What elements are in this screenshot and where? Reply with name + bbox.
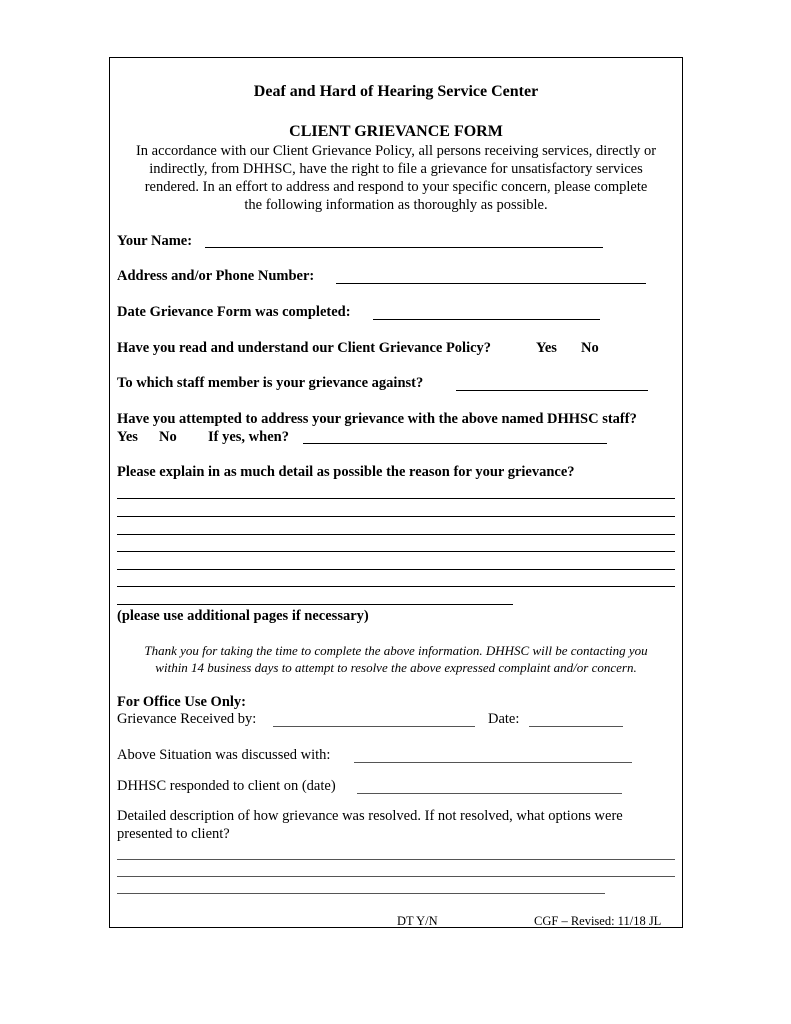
explain-line[interactable]: [117, 516, 675, 517]
intro-line: the following information as thoroughly as possible.: [244, 197, 548, 213]
if-yes-when-label: If yes, when?: [208, 429, 289, 445]
discussed-with-field[interactable]: [354, 762, 632, 763]
thank-you-line: Thank you for taking the time to complete the above information. DHHSC will be contacting you: [144, 643, 648, 658]
intro-line: rendered. In an effort to address and respond to your specific concern, please complete: [144, 179, 648, 195]
date-completed-field[interactable]: [373, 319, 600, 320]
responded-date-field[interactable]: [357, 793, 622, 794]
explain-line[interactable]: [117, 498, 675, 499]
revision-label: CGF – Revised: 11/18 JL: [534, 914, 662, 928]
explain-line[interactable]: [117, 551, 675, 552]
responded-label: DHHSC responded to client on (date): [117, 778, 336, 794]
office-use-heading: For Office Use Only:: [117, 694, 246, 710]
received-by-label: Grievance Received by:: [117, 711, 257, 727]
attempt-question: Have you attempted to address your grievance with the above named DHHSC staff?: [117, 411, 637, 427]
thank-you-line: within 14 business days to attempt to resolve the above expressed complaint and/or concern.: [155, 660, 637, 675]
resolution-description-label: presented to client?: [117, 826, 230, 842]
attempt-no-option[interactable]: No: [159, 429, 177, 445]
staff-label: To which staff member is your grievance against?: [117, 375, 424, 391]
explain-label: Please explain in as much detail as possible the reason for your grievance?: [117, 464, 575, 480]
office-date-field[interactable]: [529, 726, 623, 727]
discussed-with-label: Above Situation was discussed with:: [117, 747, 331, 763]
resolution-line[interactable]: [117, 876, 675, 877]
resolution-line[interactable]: [117, 893, 605, 894]
policy-question: Have you read and understand our Client Grievance Policy?: [117, 340, 492, 356]
grievance-form-page: [109, 57, 683, 928]
address-field[interactable]: [336, 283, 646, 284]
policy-yes-option[interactable]: Yes: [536, 340, 557, 356]
resolution-description-label: Detailed description of how grievance was resolved. If not resolved, what options were: [117, 808, 623, 824]
explain-line[interactable]: [117, 604, 513, 605]
received-by-field[interactable]: [273, 726, 475, 727]
policy-no-option[interactable]: No: [581, 340, 599, 356]
form-title: CLIENT GRIEVANCE FORM: [289, 123, 503, 140]
dt-yn-label: DT Y/N: [397, 914, 438, 928]
office-date-label: Date:: [488, 711, 520, 727]
address-label: Address and/or Phone Number:: [117, 268, 315, 284]
name-field[interactable]: [205, 247, 603, 248]
intro-line: In accordance with our Client Grievance Policy, all persons receiving services, directly or: [135, 143, 657, 159]
explain-line[interactable]: [117, 586, 675, 587]
attempt-yes-option[interactable]: Yes: [117, 429, 138, 445]
staff-field[interactable]: [456, 390, 648, 391]
date-completed-label: Date Grievance Form was completed:: [117, 304, 351, 320]
organization-title: Deaf and Hard of Hearing Service Center: [253, 83, 539, 100]
explain-line[interactable]: [117, 569, 675, 570]
if-yes-when-field[interactable]: [303, 443, 607, 444]
resolution-line[interactable]: [117, 859, 675, 860]
explain-line[interactable]: [117, 534, 675, 535]
intro-line: indirectly, from DHHSC, have the right to file a grievance for unsatisfactory services: [149, 161, 643, 177]
name-label: Your Name:: [117, 233, 193, 249]
additional-pages-note: (please use additional pages if necessary): [117, 608, 369, 624]
